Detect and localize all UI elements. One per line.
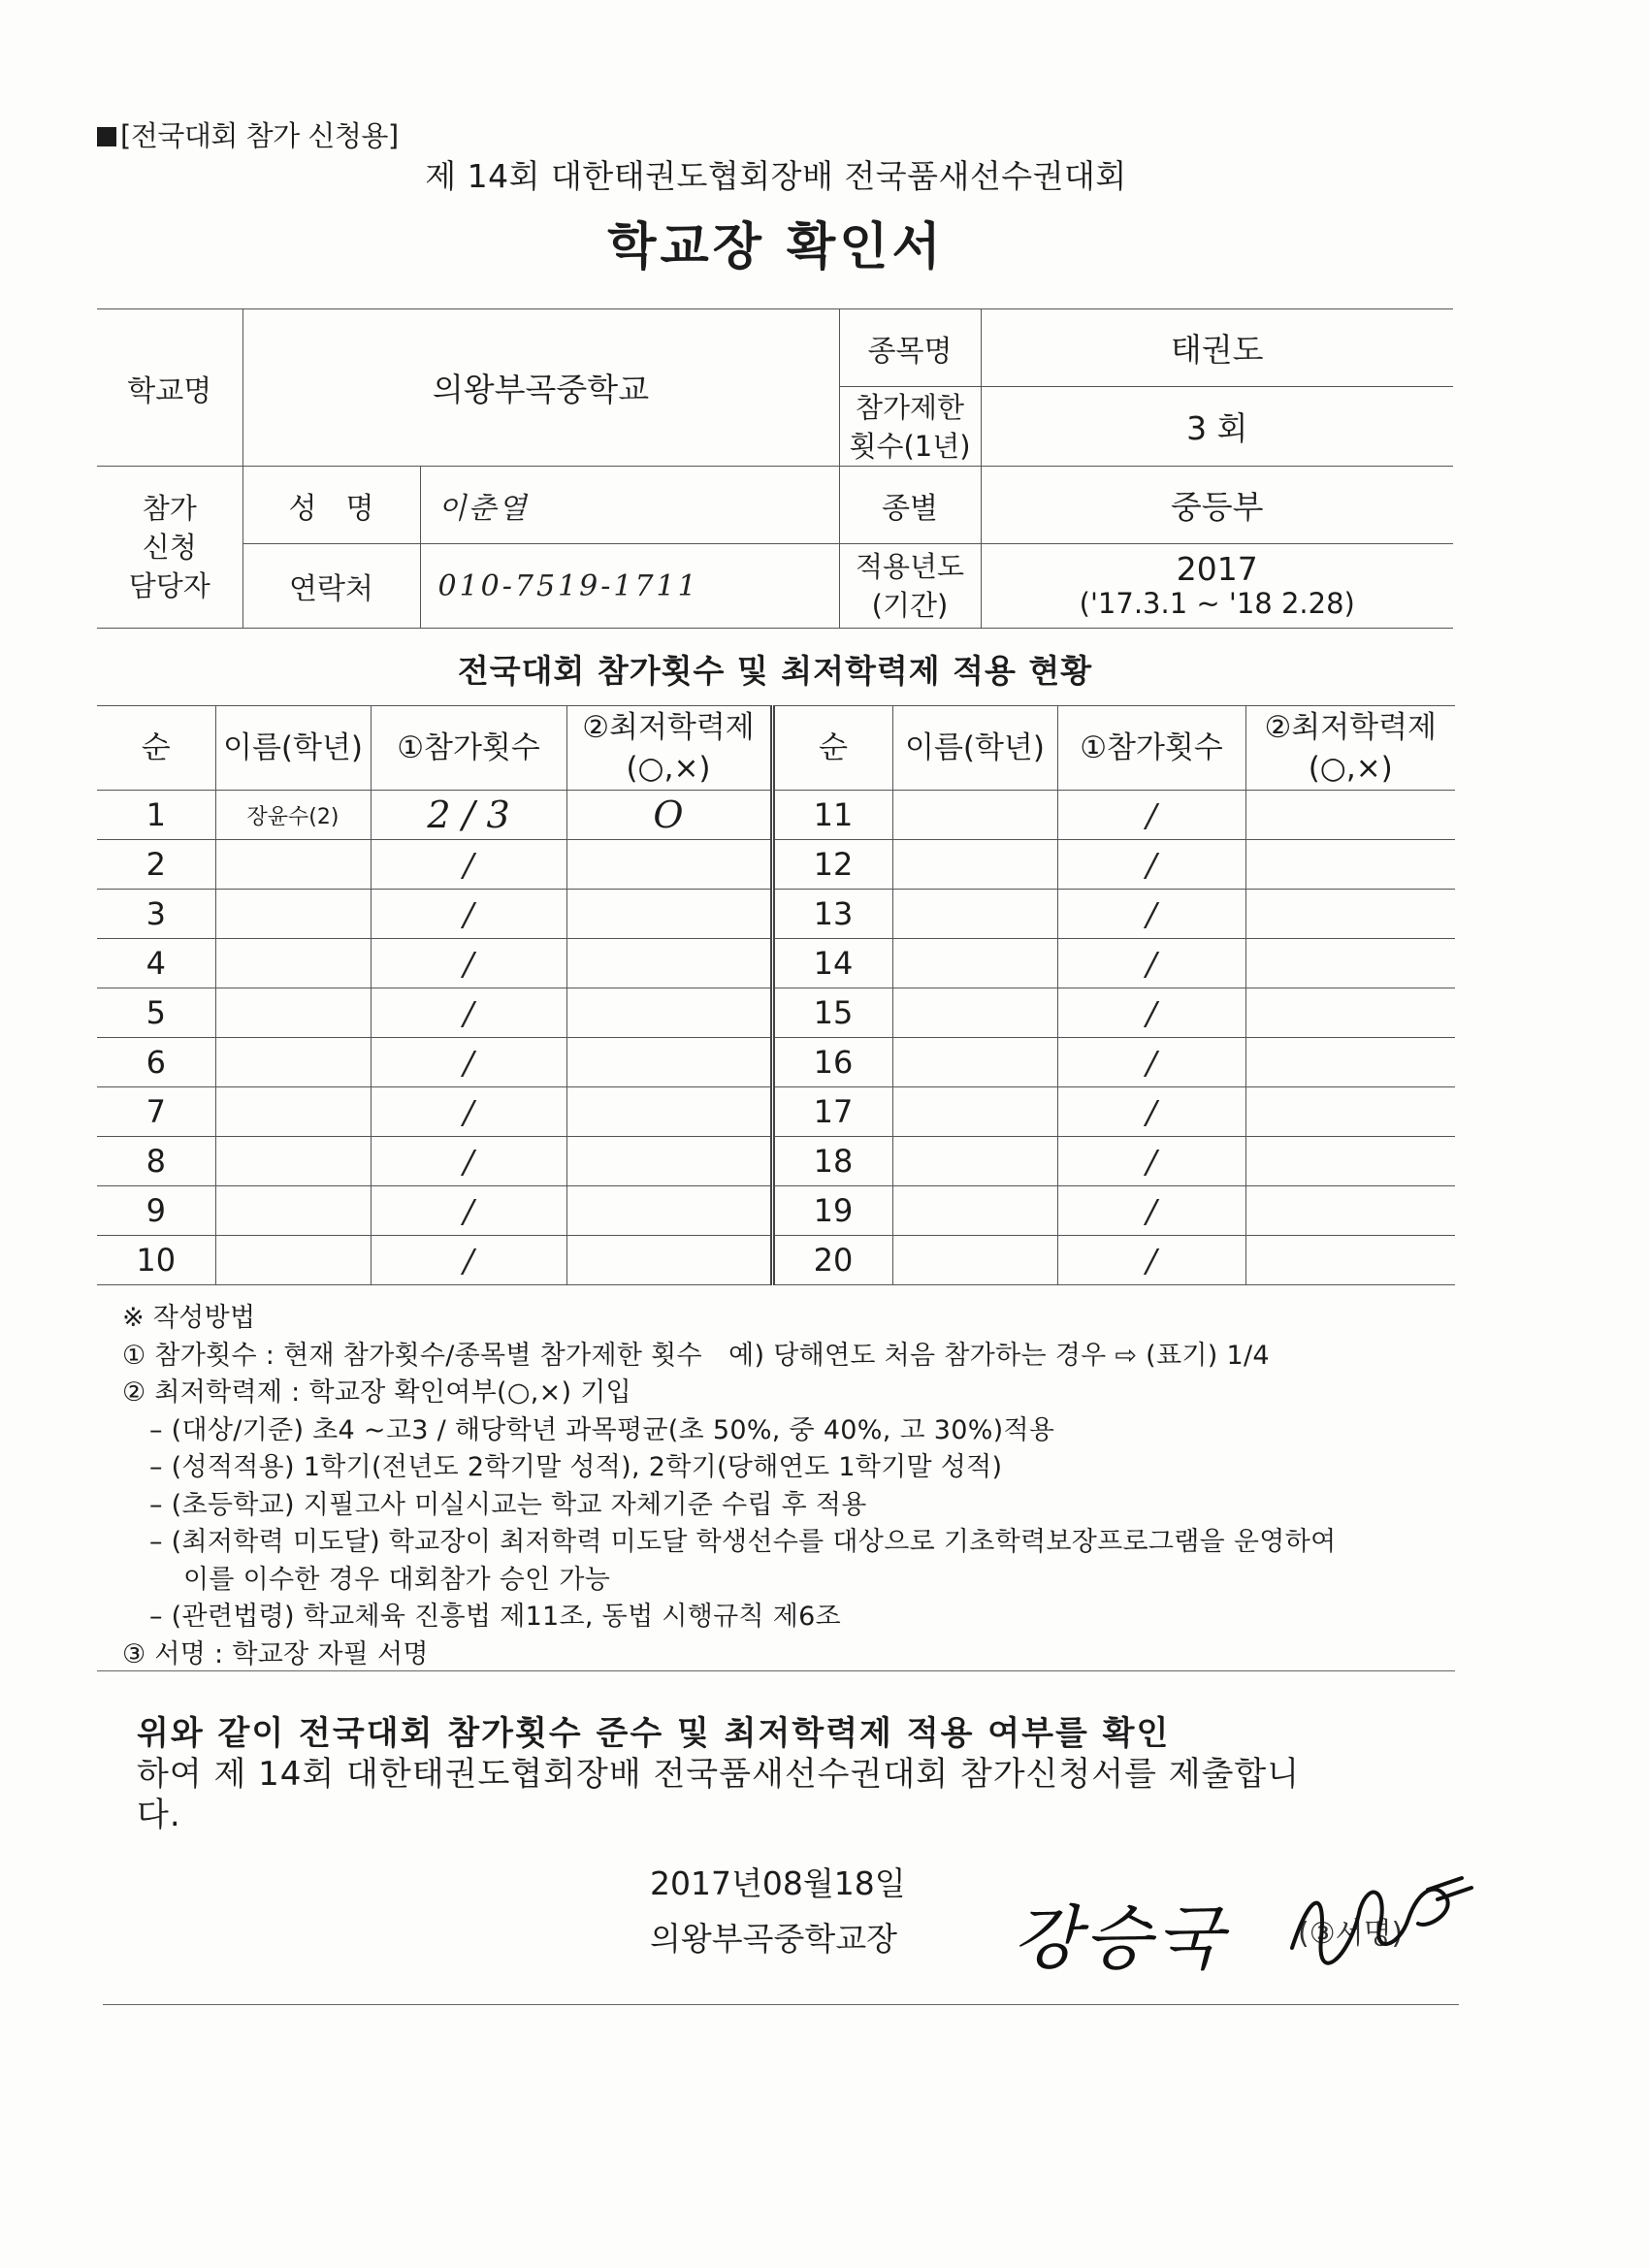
year-value-main: 2017 <box>1176 550 1258 588</box>
order-cell: 20 <box>772 1236 892 1285</box>
minimum-cell <box>566 1038 772 1087</box>
table-row <box>97 1186 1455 1236</box>
count-cell: / <box>1057 791 1245 840</box>
contact-label-line2: 신청 <box>142 531 197 564</box>
minimum-cell <box>1245 939 1455 988</box>
order-cell: 13 <box>772 890 892 939</box>
division-label: 종별 <box>839 467 981 544</box>
instruction-line: – (관련법령) 학교체육 진흥법 제11조, 동법 시행규칙 제6조 <box>149 1602 841 1632</box>
table-row <box>97 791 1455 840</box>
col-minimum-header-line1: ②최저학력제 <box>582 710 755 745</box>
signer-title: 의왕부곡중학교장 <box>650 1920 898 1958</box>
instructions <box>122 1300 1461 1673</box>
contact-label-line3: 담당자 <box>128 569 210 602</box>
division-value: 중등부 <box>981 467 1453 544</box>
limit-label <box>839 387 981 467</box>
table-row <box>97 1087 1455 1137</box>
order-cell: 3 <box>97 890 215 939</box>
col-minimum-header-right <box>1245 706 1455 791</box>
name-cell <box>215 988 371 1038</box>
name-cell <box>892 890 1057 939</box>
name-cell <box>215 890 371 939</box>
square-bullet-icon <box>97 127 116 146</box>
order-cell: 17 <box>772 1087 892 1137</box>
count-cell: / <box>371 1087 566 1137</box>
competition-subtitle: 제 14회 대한태권도협회장배 전국품새선수권대회 <box>425 157 1127 195</box>
count-cell: / <box>371 1038 566 1087</box>
minimum-cell <box>566 840 772 890</box>
minimum-cell <box>1245 988 1455 1038</box>
count-cell: / <box>371 890 566 939</box>
name-cell <box>892 1038 1057 1087</box>
order-cell: 18 <box>772 1137 892 1186</box>
event-value: 태권도 <box>981 309 1453 387</box>
table-row <box>97 939 1455 988</box>
order-cell: 1 <box>97 791 215 840</box>
order-cell: 12 <box>772 840 892 890</box>
school-label: 학교명 <box>97 309 242 467</box>
col-name-header: 이름(학년) <box>215 706 371 791</box>
divider <box>97 1670 1455 1671</box>
name-cell <box>215 1236 371 1285</box>
instructions-heading: ※ 작성방법 <box>122 1303 256 1333</box>
phone-label: 연락처 <box>242 544 420 629</box>
col-minimum-header <box>566 706 772 791</box>
minimum-cell <box>1245 1137 1455 1186</box>
count-cell: / <box>1057 1137 1245 1186</box>
minimum-cell <box>1245 1186 1455 1236</box>
year-period: ('17.3.1 ~ '18 2.28) <box>1079 587 1355 620</box>
name-cell <box>892 791 1057 840</box>
col-name-header-right: 이름(학년) <box>892 706 1057 791</box>
limit-label-line1: 참가제한 <box>855 390 965 424</box>
divider <box>103 2004 1459 2005</box>
minimum-cell <box>566 1236 772 1285</box>
order-cell: 7 <box>97 1087 215 1137</box>
count-cell: / <box>371 939 566 988</box>
document-title: 학교장 확인서 <box>607 218 945 276</box>
count-cell: / <box>1057 890 1245 939</box>
count-cell: / <box>1057 988 1245 1038</box>
minimum-cell <box>566 1137 772 1186</box>
signature-scrawl-icon <box>1282 1870 1476 1977</box>
year-label-line1: 적용년도 <box>855 550 965 583</box>
count-cell: / <box>371 1186 566 1236</box>
order-cell: 5 <box>97 988 215 1038</box>
instruction-line: – (대상/기준) 초4 ~고3 / 해당학년 과목평균(초 50%, 중 40%, 고 30%)적용 <box>149 1414 1055 1445</box>
count-cell: / <box>1057 1186 1245 1236</box>
name-cell <box>215 1038 371 1087</box>
count-cell: / <box>371 988 566 1038</box>
minimum-cell <box>1245 1236 1455 1285</box>
col-minimum-header-right-line1: ②최저학력제 <box>1264 710 1438 745</box>
order-cell: 10 <box>97 1236 215 1285</box>
minimum-cell <box>566 939 772 988</box>
instruction-line: 이를 이수한 경우 대회참가 승인 가능 <box>183 1564 611 1595</box>
minimum-cell <box>1245 1038 1455 1087</box>
count-cell: / <box>1057 1236 1245 1285</box>
order-cell: 9 <box>97 1186 215 1236</box>
name-cell <box>215 939 371 988</box>
declaration-line1: 위와 같이 전국대회 참가횟수 준수 및 최저학력제 적용 여부를 확인 <box>137 1714 1171 1753</box>
minimum-cell <box>566 988 772 1038</box>
limit-label-line2: 횟수(1년) <box>849 429 971 463</box>
order-cell: 2 <box>97 840 215 890</box>
table-row <box>97 988 1455 1038</box>
order-cell: 19 <box>772 1186 892 1236</box>
declaration-line2: 하여 제 14회 대한태권도협회장배 전국품새선수권대회 참가신청서를 제출합니 <box>137 1755 1301 1794</box>
name-cell <box>892 1236 1057 1285</box>
minimum-cell <box>1245 840 1455 890</box>
declaration <box>137 1713 1427 1835</box>
status-section-title: 전국대회 참가횟수 및 최저학력제 적용 현황 <box>457 652 1093 690</box>
instruction-line: ② 최저학력제 : 학교장 확인여부(○,×) 기입 <box>122 1377 631 1408</box>
year-value <box>981 544 1453 629</box>
name-cell <box>892 840 1057 890</box>
order-cell: 15 <box>772 988 892 1038</box>
instruction-line: – (최저학력 미도달) 학교장이 최저학력 미도달 학생선수를 대상으로 기초학력보장프로그램을 운영하여 <box>149 1527 1337 1557</box>
name-cell <box>892 1087 1057 1137</box>
minimum-cell <box>566 890 772 939</box>
declaration-line3: 다. <box>137 1796 181 1834</box>
col-order-header-right: 순 <box>772 706 892 791</box>
name-cell <box>215 840 371 890</box>
status-table <box>97 705 1455 1285</box>
name-cell: 장윤수(2) <box>215 791 371 840</box>
count-cell: / <box>1057 840 1245 890</box>
name-label: 성 명 <box>242 467 420 544</box>
status-body <box>97 791 1455 1285</box>
name-cell <box>215 1186 371 1236</box>
contact-person-label <box>97 467 242 629</box>
application-tag-text: [전국대회 참가 신청용] <box>120 119 399 152</box>
status-header-row <box>97 706 1455 791</box>
order-cell: 11 <box>772 791 892 840</box>
name-cell <box>892 1186 1057 1236</box>
count-cell: 2 / 3 <box>371 791 566 840</box>
minimum-cell <box>566 1186 772 1236</box>
name-cell <box>892 1137 1057 1186</box>
name-cell <box>892 939 1057 988</box>
order-cell: 14 <box>772 939 892 988</box>
handwritten-signature-name: 강승국 <box>1013 1897 1227 1979</box>
order-cell: 8 <box>97 1137 215 1186</box>
table-row <box>97 1137 1455 1186</box>
table-row <box>97 1236 1455 1285</box>
school-value: 의왕부곡중학교 <box>242 309 839 467</box>
year-label <box>839 544 981 629</box>
submission-date: 2017년08월18일 <box>650 1864 906 1902</box>
col-order-header: 순 <box>97 706 215 791</box>
order-cell: 16 <box>772 1038 892 1087</box>
count-cell: / <box>371 1137 566 1186</box>
minimum-cell <box>1245 791 1455 840</box>
minimum-cell <box>566 1087 772 1137</box>
col-minimum-header-line2: (○,×) <box>626 751 711 786</box>
name-cell <box>892 988 1057 1038</box>
application-tag <box>97 114 399 154</box>
order-cell: 4 <box>97 939 215 988</box>
count-cell: / <box>1057 1038 1245 1087</box>
info-table <box>97 308 1453 629</box>
count-cell: / <box>1057 1087 1245 1137</box>
minimum-cell <box>1245 890 1455 939</box>
name-value: 이춘열 <box>420 467 839 544</box>
instruction-line: – (초등학교) 지필고사 미실시교는 학교 자체기준 수립 후 적용 <box>149 1489 867 1520</box>
instruction-line: ③ 서명 : 학교장 자필 서명 <box>122 1638 429 1669</box>
seal-text: (③서명) <box>1298 1917 1404 1951</box>
count-cell: / <box>1057 939 1245 988</box>
instruction-line: – (성적적용) 1학기(전년도 2학기말 성적), 2학기(당해연도 1학기말 성적) <box>149 1452 1003 1482</box>
col-minimum-header-right-line2: (○,×) <box>1308 751 1393 786</box>
minimum-cell <box>1245 1087 1455 1137</box>
table-row <box>97 1038 1455 1087</box>
name-cell <box>215 1137 371 1186</box>
order-cell: 6 <box>97 1038 215 1087</box>
table-row <box>97 840 1455 890</box>
count-cell: / <box>371 840 566 890</box>
phone-value: 010-7519-1711 <box>420 544 839 629</box>
year-label-line2: (기간) <box>871 589 949 622</box>
event-label: 종목명 <box>839 309 981 387</box>
col-count-header-right: ①참가횟수 <box>1057 706 1245 791</box>
minimum-cell: O <box>566 791 772 840</box>
count-cell: / <box>371 1236 566 1285</box>
table-row <box>97 890 1455 939</box>
name-cell <box>215 1087 371 1137</box>
instruction-line: ① 참가횟수 : 현재 참가횟수/종목별 참가제한 횟수 예) 당해연도 처음 참가하는 경우 ⇨ (표기) 1/4 <box>122 1340 1270 1371</box>
limit-value: 3 회 <box>981 387 1453 467</box>
col-count-header: ①참가횟수 <box>371 706 566 791</box>
contact-label-line1: 참가 <box>142 492 197 525</box>
